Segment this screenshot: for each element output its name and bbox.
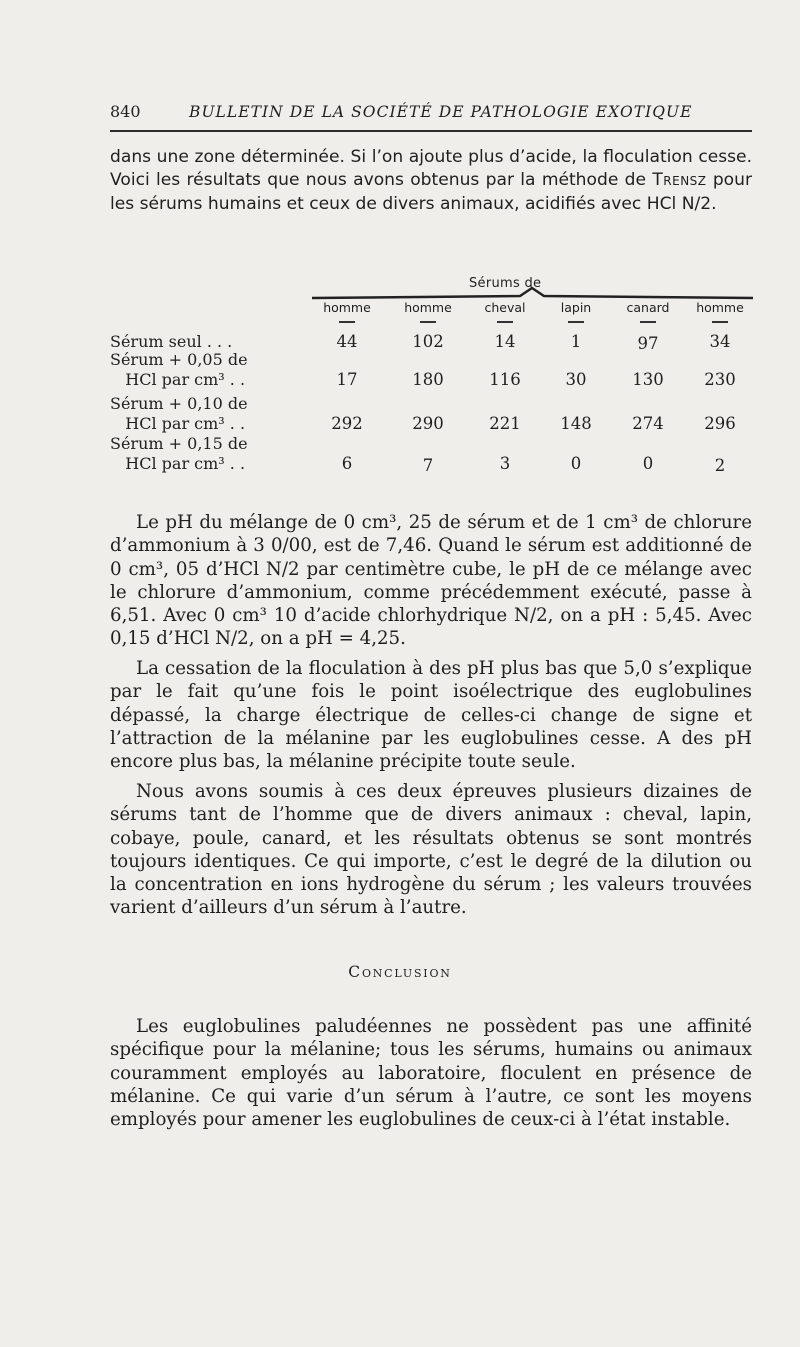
conclusion-heading: Conclusion [348,963,452,981]
column-dash [568,321,584,323]
table-cell: 292 [331,414,363,433]
column-dash [640,321,656,323]
table-cell: 1 [570,332,582,351]
table-cell: 180 [412,370,444,389]
page-header [110,98,752,126]
table-cell: 14 [494,332,516,351]
table-group-label: Sérums de [469,276,542,291]
column-dash [497,321,513,323]
table-cell: 7 [422,456,434,475]
table-cell: 274 [632,414,664,433]
column-header: homme [404,300,452,315]
table-cell: 34 [709,332,731,351]
table-cell: 116 [489,370,521,389]
column-header: lapin [560,300,592,315]
table-cell: 0 [570,454,582,473]
table-cell: 0 [642,454,654,473]
row-label: Sérum + 0,15 de HCl par cm³ . . [110,434,248,473]
running-title: BULLETIN DE LA SOCIÉTÉ DE PATHOLOGIE EXOTIQUE [189,103,693,121]
table-cell: 230 [704,370,736,389]
table-cell: 130 [632,370,664,389]
table-cell: 296 [704,414,736,433]
table-cell: 2 [714,456,726,475]
brace-line [310,286,755,300]
column-dash [420,321,436,323]
results-table [110,272,760,482]
column-header: cheval [484,300,526,315]
body-paragraph-floculation: La cessation de la floculation à des pH plus bas que 5,0 s’explique par le fait qu’une fois le point isoélectrique des euglobulines dépassé, la charge électrique de celles-ci change de signe et l’attraction de la mélanine par les euglobulines cesse. A des pH encore plus bas, la mélanine précipite toute seule. [110,658,752,773]
header-rule [110,130,752,132]
intro-text-before: dans une zone déterminée. Si l’on ajoute plus d’acide, la floculation cesse. Voici les résultats que nous avons obtenus par la méthode de [110,147,752,191]
table-cell: 290 [412,414,444,433]
row-label: Sérum seul . . . [110,332,233,351]
table-cell: 44 [336,332,358,351]
column-dash [339,321,355,323]
column-header: canard [626,300,670,315]
table-cell: 102 [412,332,444,351]
table-cell: 30 [565,370,587,389]
author-name: Trensz [652,170,707,191]
column-header: homme [696,300,744,315]
table-cell: 17 [336,370,358,389]
page-number: 840 [110,102,141,121]
column-dash [712,321,728,323]
row-label: Sérum + 0,10 de HCl par cm³ . . [110,394,248,433]
table-cell: 6 [341,454,353,473]
column-header: homme [323,300,371,315]
intro-paragraph [110,146,752,216]
table-cell: 3 [499,454,511,473]
body-paragraph-ph: Le pH du mélange de 0 cm³, 25 de sérum et de 1 cm³ de chlorure d’ammonium à 3 0/00, est de 7,46. Quand le sérum est additionné de 0 cm³, 05 d’HCl N/2 par centimètre cube, le pH de ce mélange avec le chlorure d’ammonium, comme précédemment exécuté, passe à 6,51. Avec 0 cm³ 10 d’acide chlorhydrique N/2, on a pH : 5,45. Avec 0,15 d’HCl N/2, on a pH = 4,25. [110,512,752,650]
table-cell: 221 [489,414,521,433]
row-label: Sérum + 0,05 de HCl par cm³ . . [110,350,248,389]
intro-text-after: pour les sérums humains et ceux de divers animaux, acidifiés avec HCl N/2. [110,170,752,214]
table-cell: 148 [560,414,592,433]
table-cell: 97 [637,334,659,353]
table-group-header [110,272,760,300]
conclusion-paragraph: Les euglobulines paludéennes ne possèdent pas une affinité spécifique pour la mélanine; tous les sérums, humains ou animaux couramment employés au laboratoire, floculent en présence de mélanine. Ce qui varie d’un sérum à l’autre, ce sont les moyens employés pour amener les euglobulines de ceux-ci à l’état instable. [110,1016,752,1131]
body-paragraph-sera: Nous avons soumis à ces deux épreuves plusieurs dizaines de sérums tant de l’homme que de divers animaux : cheval, lapin, cobaye, poule, canard, et les résultats obtenus se sont montrés toujours identiques. Ce qui importe, c’est le degré de la dilution ou la concentration en ions hydrogène du sérum ; les valeurs trouvées varient d’ailleurs d’un sérum à l’autre. [110,781,752,919]
